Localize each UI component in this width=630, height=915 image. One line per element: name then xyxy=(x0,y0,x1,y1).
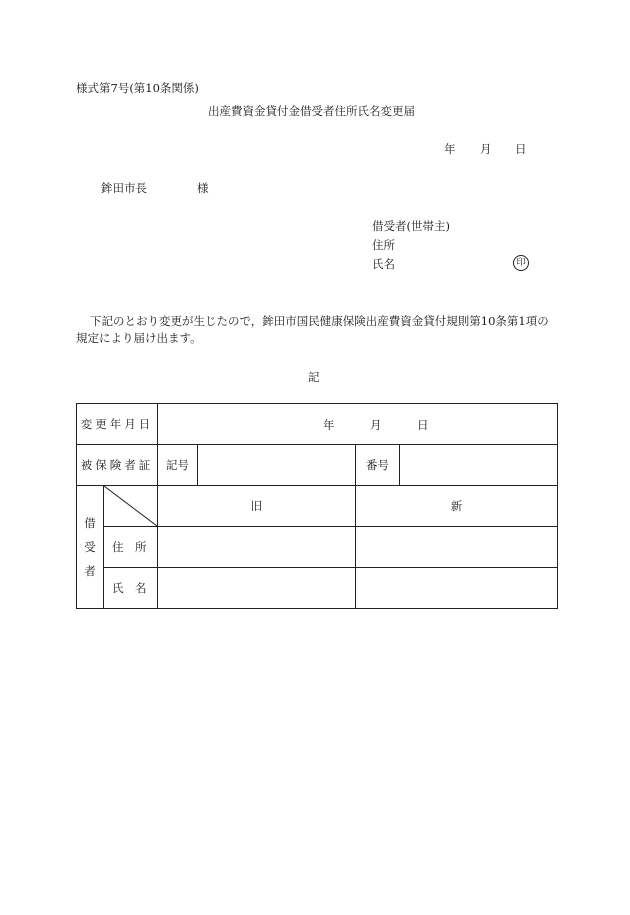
note-heading: 記 xyxy=(308,370,320,384)
change-details-table xyxy=(76,403,558,609)
date-day-label: 日 xyxy=(515,142,527,156)
applicant-address-label: 住所 xyxy=(372,238,395,252)
old-name-cell[interactable] xyxy=(158,568,356,609)
table-row-address xyxy=(77,527,558,568)
applicant-role: 借受者(世帯主) xyxy=(372,219,450,233)
change-date-day: 日 xyxy=(417,418,429,432)
change-date-label: 変更年月日 xyxy=(77,404,158,445)
date-month-label: 月 xyxy=(480,142,492,156)
applicant-name-label: 氏名 xyxy=(372,257,395,271)
number-label: 番号 xyxy=(356,445,400,486)
form-number: 様式第7号(第10条関係) xyxy=(76,81,199,95)
seal-mark-icon: 印 xyxy=(513,255,529,271)
symbol-label: 記号 xyxy=(158,445,198,486)
addressee-honorific: 様 xyxy=(197,181,209,195)
new-name-cell[interactable] xyxy=(356,568,558,609)
new-address-cell[interactable] xyxy=(356,527,558,568)
old-address-cell[interactable] xyxy=(158,527,356,568)
change-date-value-cell[interactable] xyxy=(158,404,558,445)
borrower-label xyxy=(77,486,104,609)
table-row-name xyxy=(77,568,558,609)
borrower-char-3: 者 xyxy=(84,564,96,578)
change-date-year: 年 xyxy=(323,418,335,432)
body-text-line2: 規定により届け出ます。 xyxy=(76,331,202,345)
form-title: 出産費資金貸付金借受者住所氏名変更届 xyxy=(208,104,415,118)
borrower-char-1: 借 xyxy=(84,516,96,530)
old-column-header: 旧 xyxy=(158,486,356,527)
addressee-name: 鉾田市長 xyxy=(101,181,147,195)
diagonal-cell xyxy=(104,486,158,527)
body-text-line1: 下記のとおり変更が生じたので，鉾田市国民健康保険出産費資金貸付規則第10条第1項の xyxy=(90,314,549,328)
symbol-value-cell[interactable] xyxy=(198,445,356,486)
number-value-cell[interactable] xyxy=(400,445,558,486)
address-row-label: 住 所 xyxy=(104,527,158,568)
date-year-label: 年 xyxy=(444,142,456,156)
name-row-label: 氏 名 xyxy=(104,568,158,609)
insurance-card-label: 被保険者証 xyxy=(77,445,158,486)
table-row-insurance-card xyxy=(77,445,558,486)
change-date-month: 月 xyxy=(370,418,382,432)
new-column-header: 新 xyxy=(356,486,558,527)
table-row-change-date xyxy=(77,404,558,445)
diagonal-line-icon xyxy=(104,486,157,526)
borrower-char-2: 受 xyxy=(84,540,96,554)
table-row-header xyxy=(77,486,558,527)
